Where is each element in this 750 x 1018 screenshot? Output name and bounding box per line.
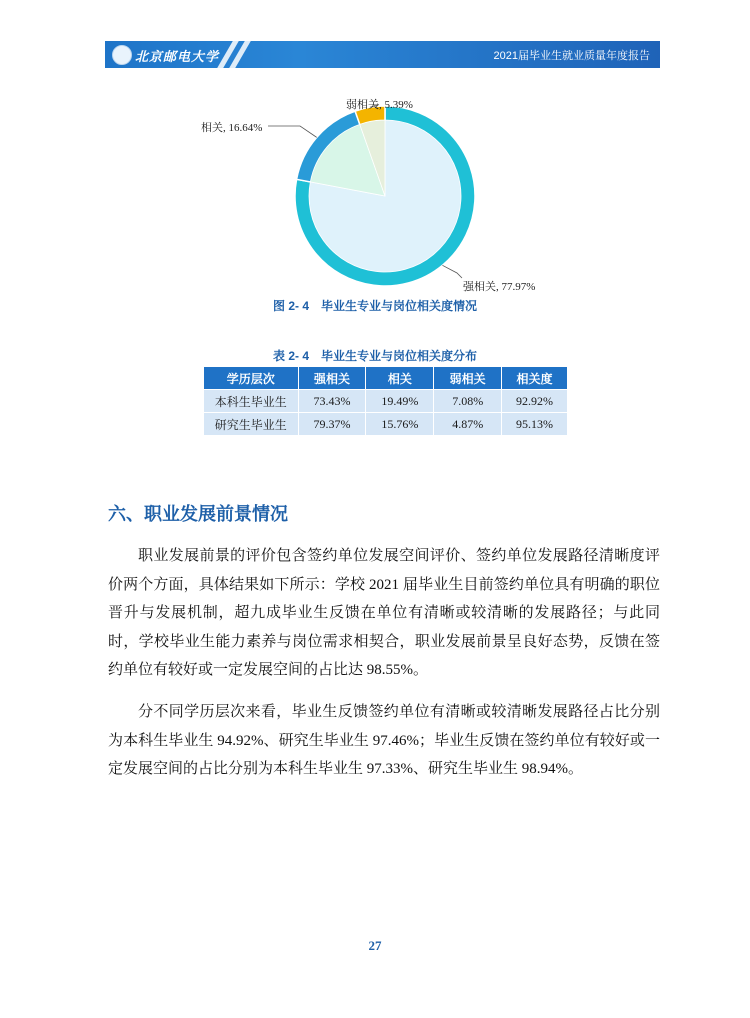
body-paragraph: 分不同学历层次来看，毕业生反馈签约单位有清晰或较清晰发展路径占比分别为本科生毕业生 94.92%、研究生毕业生 97.46%；毕业生反馈在签约单位有较好或一定发展空间的占比分别为本科生毕业生 97.33%、研究生毕业生 98.94%。 bbox=[108, 704, 660, 777]
university-logo-icon bbox=[112, 45, 132, 65]
table-cell: 19.49% bbox=[366, 390, 434, 413]
col-header: 相关度 bbox=[502, 367, 568, 390]
pie-label-weak: 弱相关, 5.39% bbox=[346, 99, 413, 111]
table-header-row bbox=[204, 367, 568, 390]
figure-caption bbox=[0, 297, 750, 314]
university-name: 北京邮电大学 bbox=[135, 50, 220, 65]
table-cell: 本科生毕业生 bbox=[204, 390, 299, 413]
relevance-table bbox=[203, 366, 568, 436]
table-cell: 79.37% bbox=[298, 413, 366, 436]
page-header bbox=[105, 41, 660, 68]
section-heading: 六、职业发展前景情况 bbox=[108, 504, 288, 524]
page-number: 27 bbox=[368, 938, 382, 953]
table-title: 毕业生专业与岗位相关度分布 bbox=[321, 349, 478, 363]
col-header: 弱相关 bbox=[434, 367, 502, 390]
table-row bbox=[204, 413, 568, 436]
table-cell: 15.76% bbox=[366, 413, 434, 436]
figure-title: 毕业生专业与岗位相关度情况 bbox=[321, 299, 478, 313]
pie-label-strong: 强相关, 77.97% bbox=[463, 281, 536, 293]
pie-label-related: 相关, 16.64% bbox=[201, 122, 263, 134]
table-cell: 95.13% bbox=[502, 413, 568, 436]
pie-leader-line-0 bbox=[442, 265, 462, 278]
body-paragraph: 职业发展前景的评价包含签约单位发展空间评价、签约单位发展路径清晰度评价两个方面，具体结果如下所示：学校 2021 届毕业生目前签约单位具有明确的职位晋升与发展机制，超九成毕业生反馈在单位有清晰或较清晰的发展路径；与此同时，学校毕业生能力素养与岗位需求相契合，职业发展前景呈良好态势，反馈在签约单位有较好或一定发展空间的占比达 98.55%。 bbox=[108, 548, 660, 678]
table-cell: 73.43% bbox=[298, 390, 366, 413]
report-title: 2021届毕业生就业质量年度报告 bbox=[493, 50, 650, 62]
col-header: 相关 bbox=[366, 367, 434, 390]
pie-leader-line-1 bbox=[268, 126, 317, 137]
col-header: 学历层次 bbox=[204, 367, 299, 390]
table-cell: 92.92% bbox=[502, 390, 568, 413]
col-header: 强相关 bbox=[298, 367, 366, 390]
pie-chart bbox=[170, 88, 590, 303]
table-row bbox=[204, 390, 568, 413]
table-number: 表 2- 4 bbox=[272, 349, 309, 363]
table-cell: 研究生毕业生 bbox=[204, 413, 299, 436]
table-cell: 7.08% bbox=[434, 390, 502, 413]
table-cell: 4.87% bbox=[434, 413, 502, 436]
figure-number: 图 2- 4 bbox=[272, 299, 309, 313]
table-caption bbox=[0, 347, 750, 364]
